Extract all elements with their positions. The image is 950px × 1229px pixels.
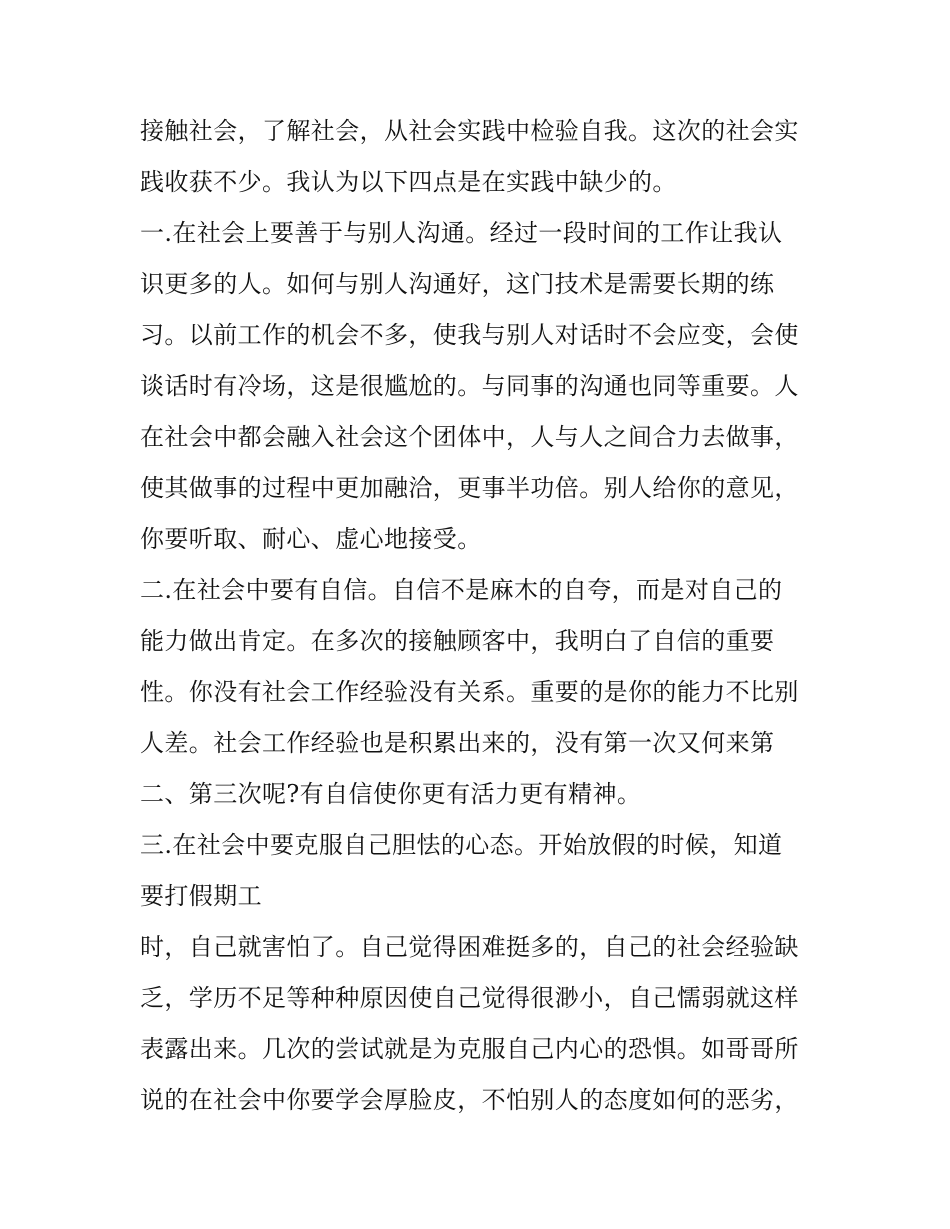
text-line-1: 接触社会，了解社会，从社会实践中检验自我。这次的社会实	[140, 117, 799, 145]
text-line-2: 践收获不少。我认为以下四点是在实践中缺少的。	[140, 168, 677, 196]
text-line-8: 使其做事的过程中更加融洽，更事半功倍。别人给你的意见，	[140, 474, 799, 502]
document-body	[140, 106, 840, 1126]
text-line-12: 性。你没有社会工作经验没有关系。重要的是你的能力不比别	[140, 678, 799, 706]
text-line-11: 能力做出肯定。在多次的接触顾客中，我明白了自信的重要	[140, 627, 775, 655]
text-line-4: 识更多的人。如何与别人沟通好，这门技术是需要长期的练	[140, 270, 775, 298]
text-line-9: 你要听取、耐心、虚心地接受。	[140, 525, 482, 553]
text-line-19: 表露出来。几次的尝试就是为克服自己内心的恐惧。如哥哥所	[140, 1035, 799, 1063]
text-line-16: 要打假期工	[140, 882, 262, 910]
text-line-18: 乏，学历不足等种种原因使自己觉得很渺小，自己懦弱就这样	[140, 984, 799, 1012]
text-line-14: 二、第三次呢?有自信使你更有活力更有精神。	[140, 780, 642, 808]
text-line-7: 在社会中都会融入社会这个团体中，人与人之间合力去做事，	[140, 423, 799, 451]
text-line-6: 谈话时有冷场，这是很尴尬的。与同事的沟通也同等重要。人	[140, 372, 799, 400]
text-line-3: 一.在社会上要善于与别人沟通。经过一段时间的工作让我认	[140, 219, 783, 247]
text-line-17: 时，自己就害怕了。自己觉得困难挺多的，自己的社会经验缺	[140, 933, 799, 961]
text-line-10: 二.在社会中要有自信。自信不是麻木的自夸，而是对自己的	[140, 576, 783, 604]
text-line-13: 人差。社会工作经验也是积累出来的，没有第一次又何来第	[140, 729, 775, 757]
text-line-5: 习。以前工作的机会不多，使我与别人对话时不会应变，会使	[140, 321, 799, 349]
text-line-20: 说的在社会中你要学会厚脸皮，不怕别人的态度如何的恶劣，	[140, 1086, 799, 1114]
text-line-15: 三.在社会中要克服自己胆怯的心态。开始放假的时候，知道	[140, 831, 783, 859]
